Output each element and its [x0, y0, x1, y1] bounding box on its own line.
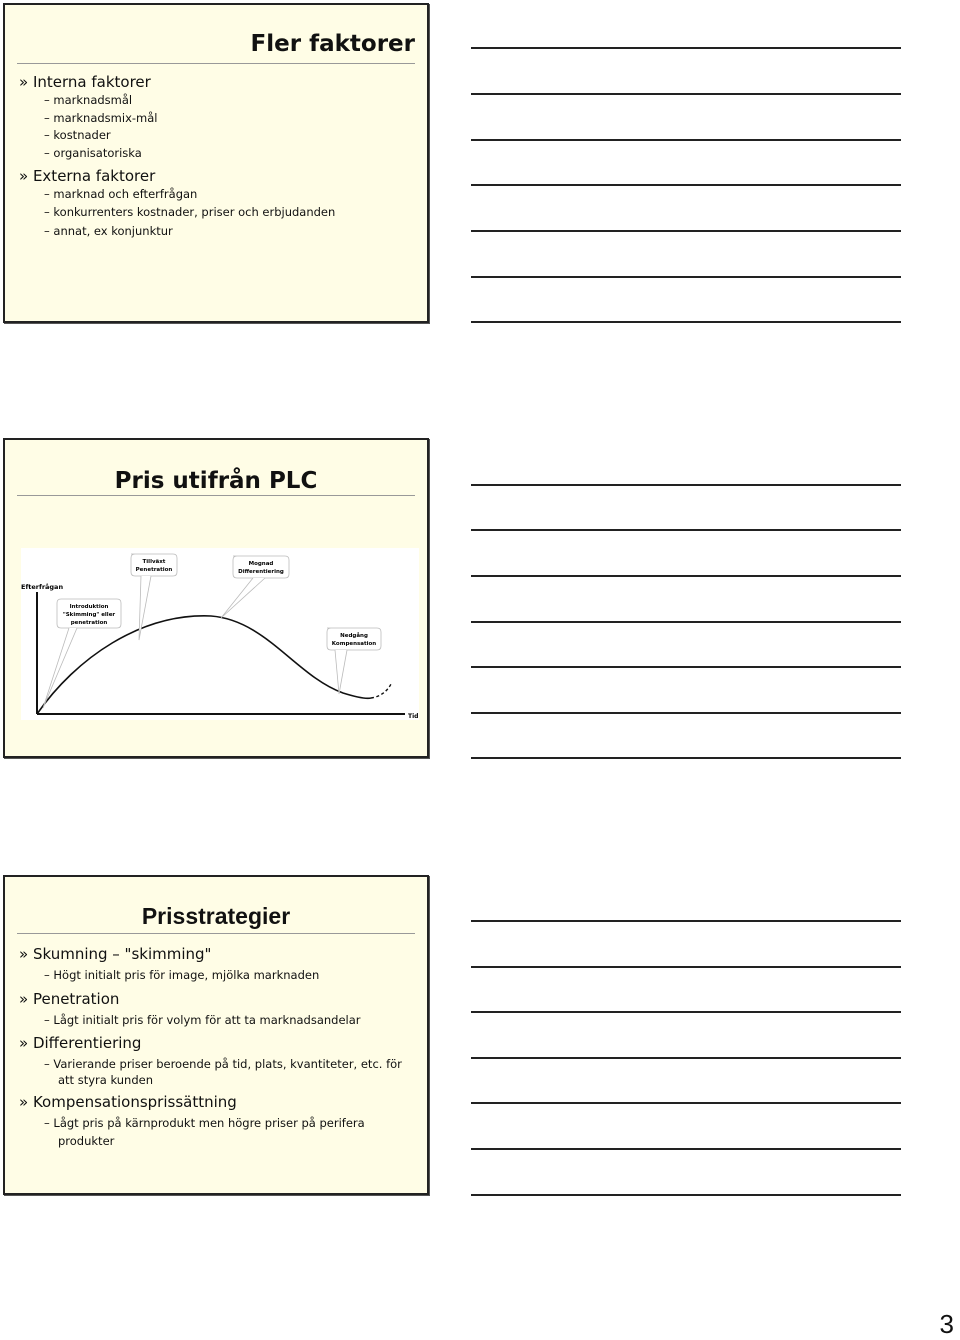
sub-bullet: – organisatoriska [44, 145, 415, 163]
note-line [471, 230, 901, 232]
note-line [471, 757, 901, 759]
callout-line: Differentiering [238, 569, 284, 575]
note-line [471, 1102, 901, 1104]
note-line [471, 1057, 901, 1059]
note-line [471, 920, 901, 922]
bullet-list [19, 73, 415, 241]
note-line [471, 1148, 901, 1150]
sub-bullet: – marknad och efterfrågan [44, 186, 415, 204]
title-divider [17, 495, 415, 496]
callout-line: "Skimming" eller [62, 612, 116, 618]
callout-line: Kompensation [331, 641, 377, 647]
sub-bullet: – annat, ex konjunktur [44, 223, 415, 241]
bullet-heading: » Interna faktorer [19, 73, 415, 92]
callout-line: Mognad [248, 561, 274, 567]
slide-title: Prisstrategier [141, 903, 291, 929]
note-line [471, 484, 901, 486]
sub-bullet: – Lågt initialt pris för volym för att ta marknadsandelar [44, 1012, 415, 1030]
slide-fler-faktorer [3, 3, 429, 323]
x-axis-label: Tid [408, 713, 419, 720]
note-line [471, 712, 901, 714]
sub-bullet: – marknadsmix-mål [44, 110, 415, 128]
note-line [471, 666, 901, 668]
plc-diagram-svg [21, 548, 419, 720]
note-line [471, 621, 901, 623]
plc-diagram [21, 548, 419, 720]
slide-pris-utifran-plc [3, 438, 429, 758]
sub-bullet: – konkurrenters kostnader, priser och erbjudanden [44, 204, 415, 222]
sub-bullet: – Varierande priser beroende på tid, plats, kvantiteter, etc. för att styra kunden [44, 1056, 415, 1088]
page-number: 3 [939, 1309, 954, 1339]
note-line [471, 47, 901, 49]
note-line [471, 93, 901, 95]
bullet-list [19, 945, 415, 1150]
y-axis-label: Efterfrågan [21, 583, 64, 591]
callout-line: Nedgång [340, 633, 368, 639]
note-line [471, 139, 901, 141]
slide-title: Pris utifrån PLC [114, 468, 318, 494]
slide-title: Fler faktorer [250, 31, 415, 57]
bullet-heading: » Kompensationsprissättning [19, 1093, 415, 1112]
sub-bullet: – Lågt pris på kärnprodukt men högre priser på perifera produkter [44, 1115, 415, 1150]
slide-prisstrategier [3, 875, 429, 1195]
note-line [471, 1011, 901, 1013]
bullet-heading: » Externa faktorer [19, 167, 415, 186]
callout-line: Penetration [135, 567, 173, 573]
note-line [471, 184, 901, 186]
note-line [471, 276, 901, 278]
sub-bullet: – Högt initialt pris för image, mjölka marknaden [44, 967, 415, 985]
note-line [471, 966, 901, 968]
note-line [471, 321, 901, 323]
sub-bullet: – kostnader [44, 127, 415, 145]
callout-line: Introduktion [69, 604, 109, 610]
bullet-heading: » Penetration [19, 990, 415, 1009]
callout-line: penetration [70, 620, 108, 626]
title-divider [17, 63, 415, 64]
note-line [471, 1194, 901, 1196]
callout-line: Tillväxt [142, 559, 166, 565]
note-line [471, 529, 901, 531]
bullet-heading: » Skumning – "skimming" [19, 945, 415, 964]
bullet-heading: » Differentiering [19, 1034, 415, 1053]
title-divider [17, 933, 415, 934]
note-line [471, 575, 901, 577]
sub-bullet: – marknadsmål [44, 92, 415, 110]
